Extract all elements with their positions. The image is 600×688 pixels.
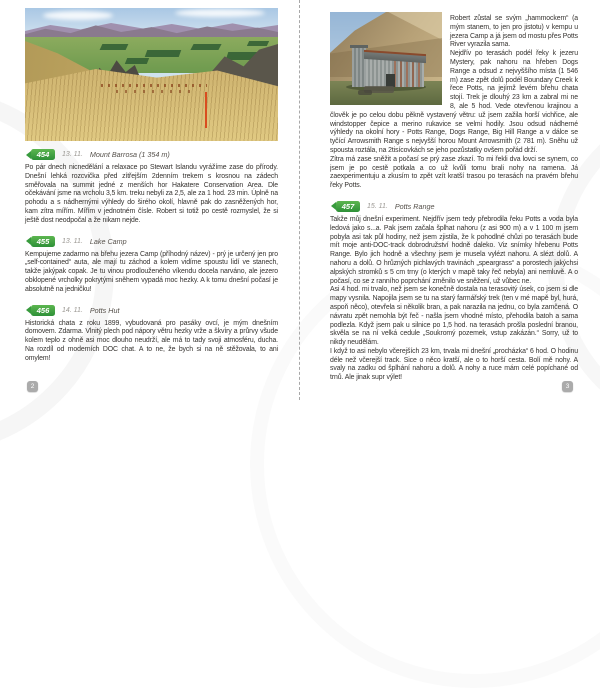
paragraph: Robert zůstal se svým „hammockem“ (a mým stanem, to jen pro jistotu) v kempu u jezera Camp a já jsem od mostu přes Potts River vyrazila sama. xyxy=(450,15,578,49)
forest-patch xyxy=(190,44,221,50)
woodpile xyxy=(358,90,372,95)
paragraph: Po pár dnech nicnedělání a relaxace po Stewart Islandu vyrážíme zase do přírody. Dnešní lehká rozcvička před zítřejším 2denním trekem s krosnou na zádech směřovala na summit jedné z menších hor Hakatere Conservation Area. Dle očekávání jsme na vrcholu 3,5 km. treku nebyli za 2,5, ale za 1 hod. 23 min. Úplně na pohodu a s nádhernými výhledy do širého okolí, hlavně pak do zasněžených hor, kam zítra mířím. Mířím v jednotném čísle. Robert si totiž po cestě rozmyslel, že si ještě dost neodpočal a že nikam nejde. xyxy=(25,164,278,224)
left-page xyxy=(25,8,278,364)
entry-number-badge: 457 xyxy=(336,201,360,212)
hut-tower-cap xyxy=(350,45,368,48)
entry-date: 15. 11. xyxy=(367,202,388,210)
tussock-foreground xyxy=(25,69,278,141)
entry-number-badge: 456 xyxy=(31,305,55,316)
entry-heading-455 xyxy=(25,235,278,248)
entry-title: Potts Range xyxy=(394,201,435,211)
sunlit-ridge xyxy=(375,12,442,40)
scrub-band xyxy=(116,90,192,93)
cloud xyxy=(175,9,265,17)
paragraph: Kempujeme zadarmo na břehu jezera Camp (příhodný název) - prý je určený jen pro „self-contained“ auta, ale mají tu záchod a kolem vidíme spoustu lidí ve stanech, takže jakýpak copak. Je tu vinou prodlouženého víkendu docela narváno, ale jezero obklopené vrcholky pokrytými sněhem vypadá moc hezky. A k tomu dnešní počasí je absolutně na jedničku! xyxy=(25,250,278,293)
paragraph: Asi 4 hod. mi trvalo, než jsem se konečně dostala na terasovitý úsek, co jsem si dle mapy vysnila. Napojila jsem se tu na starý farmářský trek (ten v mé mapě byl, hurá, aspoň něco), otevřela si několik bran, a pak narazila na jednu, co byla zamčená. O návratu zpět nemohla být řeč - našla jsem vhodné místo, přehodila batoh a sama podlezla. Když jsem pak u silnice po 1,5 hod. na terasách prošla poslední branou, skvěla se na ní velká cedule „Soukromý pozemek, vstup zakázán.“ Sorry, už to nikdy neudělám. xyxy=(330,286,578,347)
paragraph: Historická chata z roku 1899, vybudovaná pro pasáky ovcí, je mým dnešním domovem. Zdarma. Vlnitý plech pod nápory větru hezky vrže a škvíry a průrvy všude kolem teplo z ohně asi moc dlouho neudrží, ale má to tady svoji atmosféru, ducha. Na rozdíl od moderních DOC chat. A to ne, že bych si na ně stěžovala, to ani omylem! xyxy=(25,319,278,362)
mount-barrosa-landscape-photo xyxy=(25,8,278,141)
entry-title: Lake Camp xyxy=(89,236,127,246)
entry-number-badge: 454 xyxy=(31,149,55,160)
forest-patch xyxy=(99,44,128,50)
page-number-badge: 2 xyxy=(27,381,38,392)
page-number-badge: 3 xyxy=(562,381,573,392)
entry-number-badge: 455 xyxy=(31,236,55,247)
paragraph: Zítra má zase sněžit a počasí se prý zase zkazí. To mi řekli dva lovci se synem, co jsem je po cestě potkala a co už kvůli tomu brali nohy na ramena. Já zaexperimentuju a zkusím to zpět vzít kratší trasou po terasách na pravém břehu řeky Potts. xyxy=(330,155,578,190)
entry-date: 14. 11. xyxy=(62,306,83,314)
entry-heading-457 xyxy=(330,200,578,213)
entry-date: 13. 11. xyxy=(62,151,83,158)
entry-title: Mount Barrosa (1 354 m) xyxy=(89,150,170,159)
entry-date: 13. 11. xyxy=(62,237,83,245)
entry-title: Potts Hut xyxy=(89,305,120,315)
hut-rust-streaks xyxy=(394,59,424,87)
paragraph: Takže můj dnešní experiment. Nejdřív jsem tedy přebrodila řeku Potts a voda byla ledová jako s...a. Pak jsem začala šplhat nahoru (z asi 900 m) a v 1 100 m jsem pobyla asi tak půl hodiny, než jsem zjistila, že k pohodlné chůzi po terasách bude mít moje anti-DOC-track dobrodružství hodně daleko. Viz snímky hřebenu Potts Range. Bylo jich hodně a všechny jsem je musela vylézt nahoru. A slézt dolů. A nahoru a dolů. O hrůzných pichlavých travinách „speargrass“ a porostech jakýchsi alpských stromků s 5 cm trny (o kterých v mapě taky řeč nebyla) ani nemluvě. A o počasí, co se z ranního poprchání změnilo ve sněžení, už vůbec ne. xyxy=(330,215,578,285)
forest-patch xyxy=(125,58,149,64)
entry-heading-454 xyxy=(25,148,278,161)
scrub-band xyxy=(101,84,207,87)
paragraph: I když to asi nebylo včerejších 23 km, trvala mi dnešní „procházka“ 6 hod. O hodinu déle než včerejší track. Sice o něco kratší, ale o to horší cesta. Bolí mě nohy. A svaly na zadku od šplhání nahoru a dolů. A nohy a ruce mám celé popíchané od trnů. Ale jinak supr výlet! xyxy=(330,347,578,382)
forest-patch xyxy=(145,50,182,57)
trail-marker-pole xyxy=(205,92,207,128)
fold-dashed-line xyxy=(299,0,300,400)
forest-patch xyxy=(246,41,268,46)
entry-heading-456 xyxy=(25,304,278,317)
paragraph: Nejdřív po terasách podél řeky k jezeru Mystery, pak nahoru na hřeben Dogs Range a odsud z nejvyššího místa (1 546 m) zase zpět dolů podél Boundary Creek k řece Potts, na jejímž levém břehu chata stojí. Trek je dlouhý 23 km a zabral mi ne 8, ale 5 hod. Vede otevřenou krajinou a člověk je po celou dobu pěkně vystavený větru: už jsem zažila horší vichřice, ale windstopper čepice a merino rukavice se velmi hodily. Jsou odsud nádherné výhledy na okolní hory - Potts Range, Dogs Range, Big Hill Range a v dálce se tyčící Arrowsmith Range s nejvyšší horou Mount Arrowsmith (2 781 m). Sněhu už spousta roztála, na 2tisícovkách se jeho pozůstatky ovšem pořád drží. xyxy=(330,50,578,154)
intro-text-block xyxy=(330,12,578,191)
cloud xyxy=(43,11,113,20)
right-page xyxy=(330,12,578,383)
potts-hut-photo xyxy=(330,12,442,105)
